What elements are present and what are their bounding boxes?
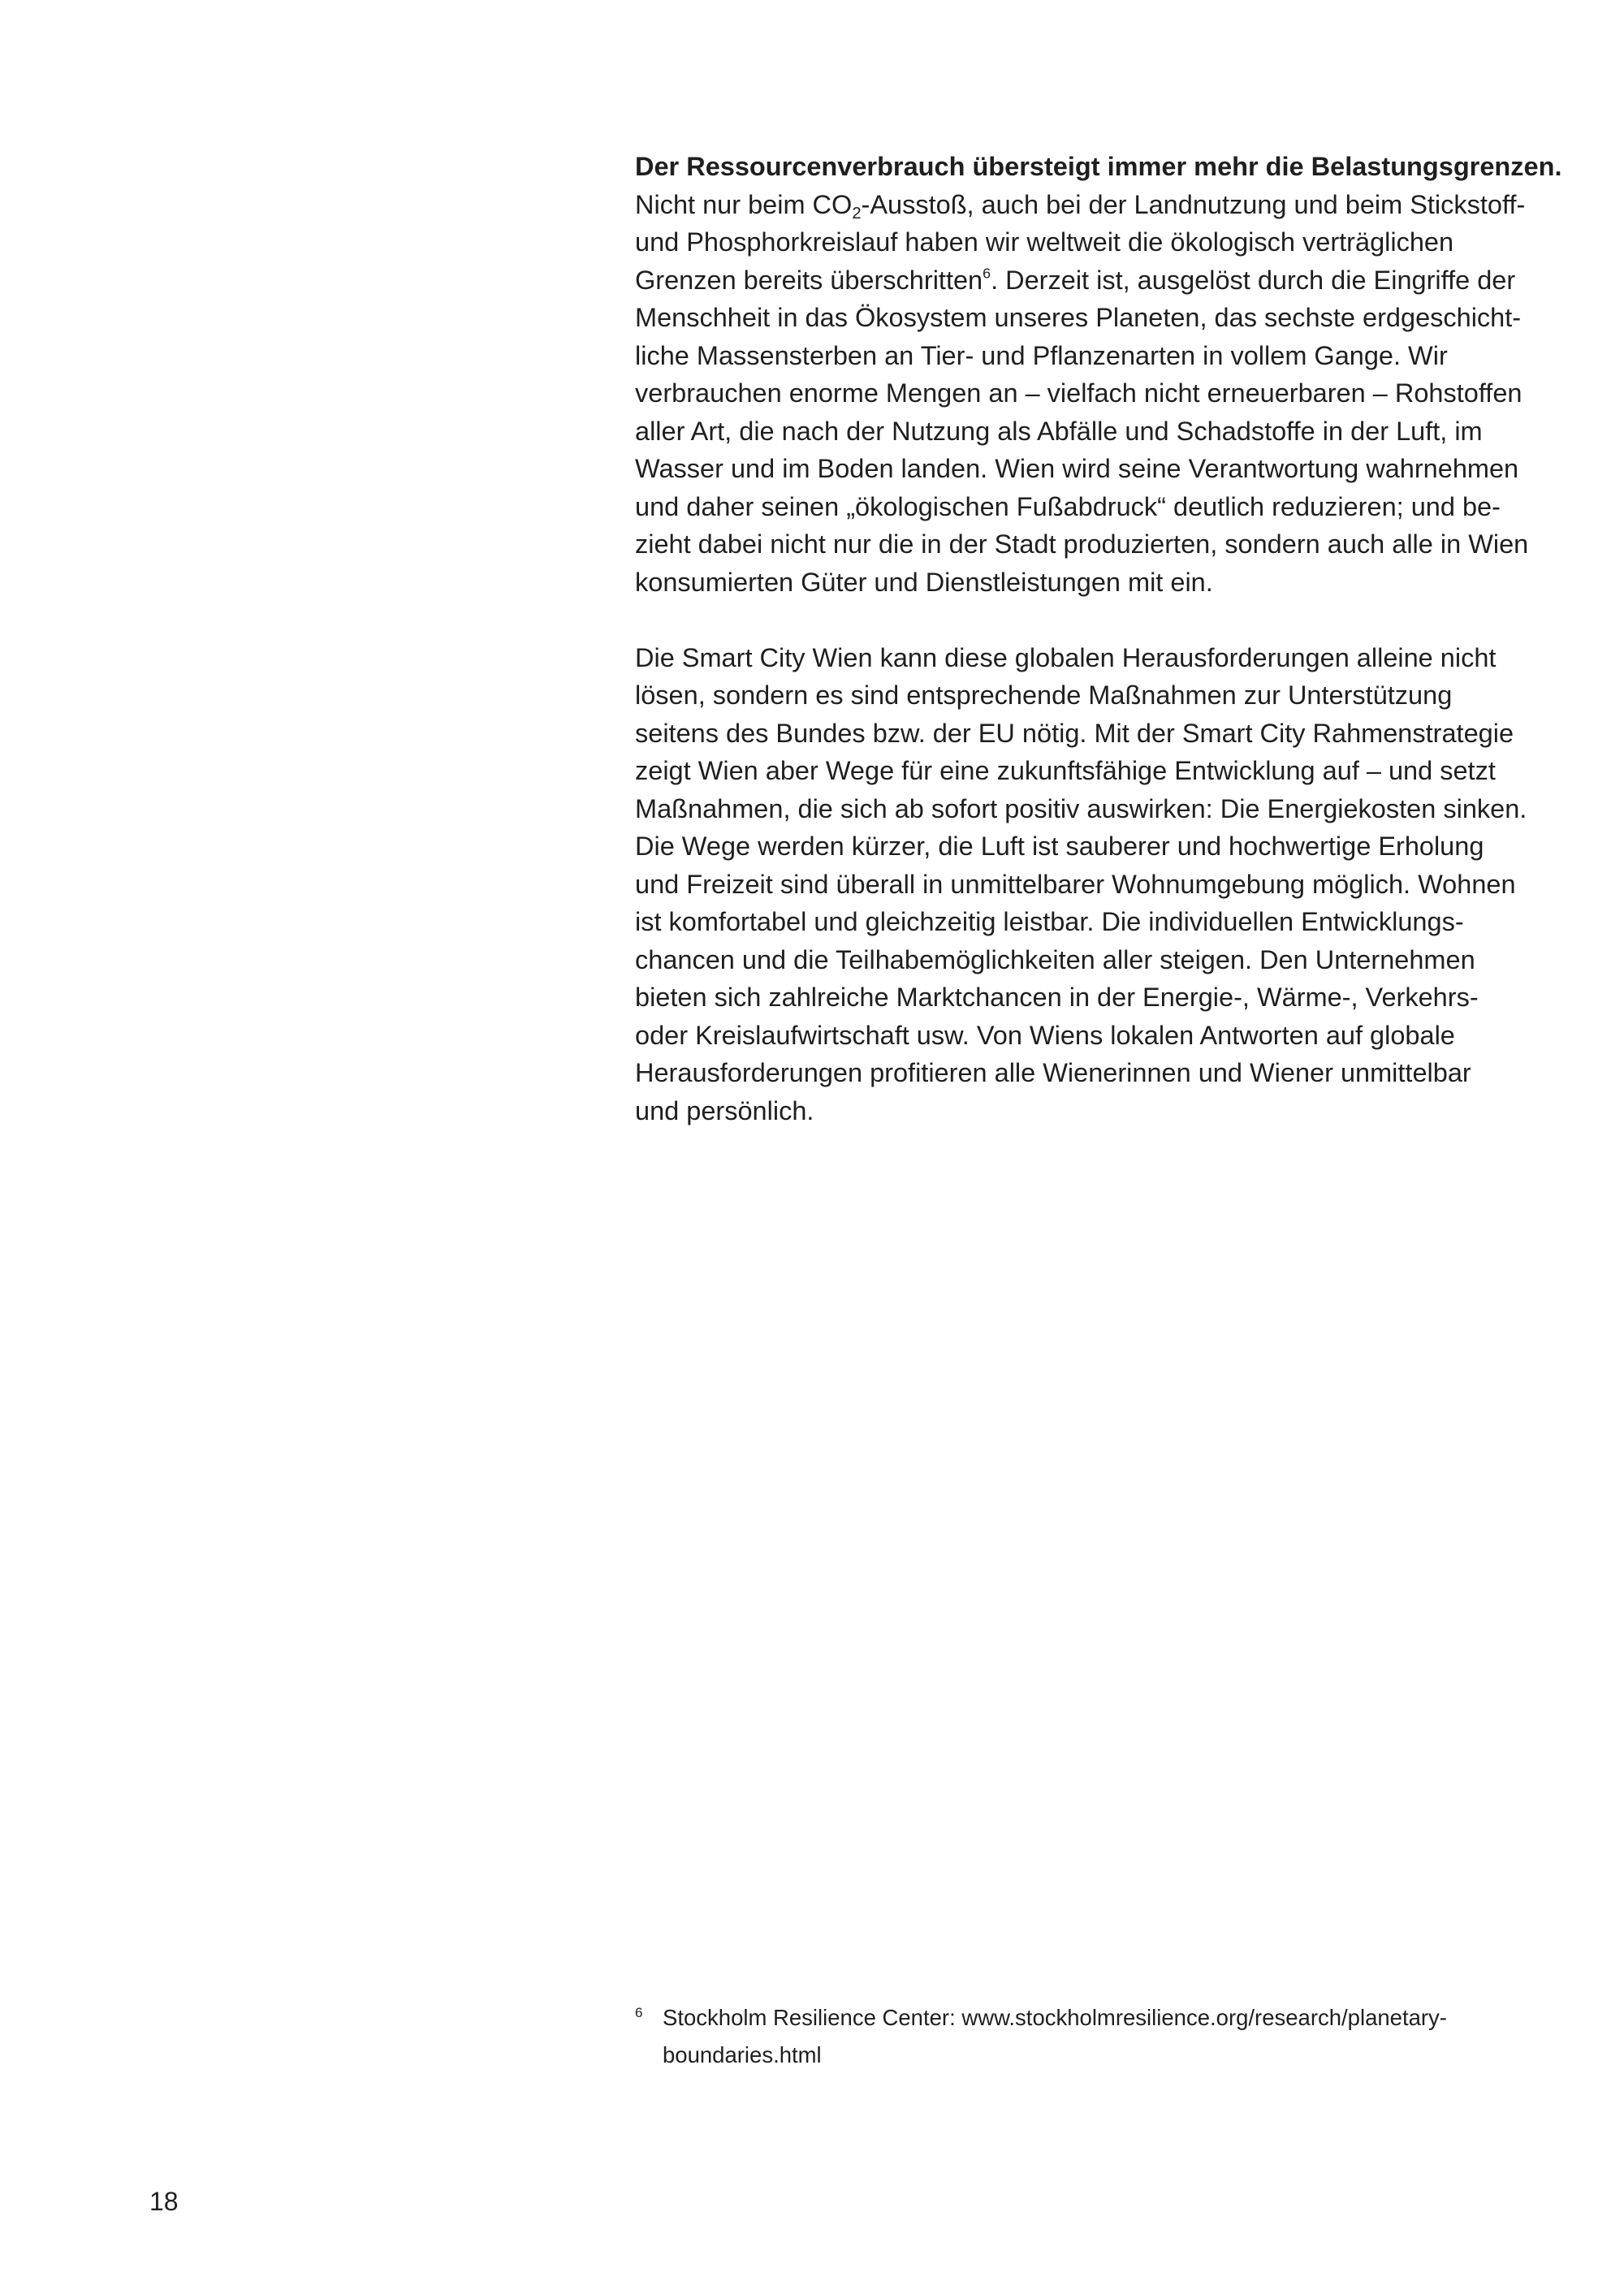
main-text-column: [635, 148, 1569, 1168]
text-line: Grenzen bereits überschritten$^6$. Derzeit ist, ausgelöst durch die Eingriffe der: [635, 265, 1516, 295]
text-line: konsumierten Güter und Dienstleistungen mit ein.: [635, 567, 1213, 597]
text-line: bieten sich zahlreiche Marktchancen in der Energie-, Wärme-, Verkehrs-: [635, 983, 1479, 1012]
paragraph-resource-consumption: [635, 148, 1569, 601]
text-line: oder Kreislaufwirtschaft usw. Von Wiens lokalen Antworten auf globale: [635, 1020, 1455, 1050]
text-line: Nicht nur beim $CO_2$-Ausstoß, auch bei der Landnutzung und beim Stickstoff-: [635, 189, 1526, 222]
text-line: ist komfortabel und gleichzeitig leistbar. Die individuellen Entwicklungs-: [635, 907, 1464, 936]
text-line: und daher seinen „ökologischen Fußabdruck“ deutlich reduzieren; und be-: [635, 491, 1501, 521]
text-line: Maßnahmen, die sich ab sofort positiv auswirken: Die Energiekosten sinken.: [635, 793, 1527, 823]
co2-subscript: 2: [852, 204, 862, 222]
footnote-text: [663, 1999, 1569, 2074]
text-line: Die Wege werden kürzer, die Luft ist sauberer und hochwertige Erholung: [635, 832, 1484, 861]
text-line: zeigt Wien aber Wege für eine zukunftsfähige Entwicklung auf – und setzt: [635, 756, 1496, 785]
page-number: 18: [149, 2187, 179, 2216]
text-line: aller Art, die nach der Nutzung als Abfälle und Schadstoffe in der Luft, im: [635, 416, 1483, 446]
footnote-reference[interactable]: 6: [983, 265, 991, 282]
text-line: und Freizeit sind überall in unmittelbarer Wohnumgebung möglich. Wohnen: [635, 869, 1516, 899]
paragraph-smart-city: [635, 639, 1569, 1130]
footnote: [635, 1999, 1569, 2074]
text-line: und Phosphorkreislauf haben wir weltweit die ökologisch verträglichen: [635, 227, 1454, 257]
text-line: Herausforderungen profitieren alle Wienerinnen und Wiener unmittelbar: [635, 1058, 1471, 1087]
text-line: verbrauchen enorme Mengen an – vielfach nicht erneuerbaren – Rohstoffen: [635, 378, 1522, 408]
text-line: Die Smart City Wien kann diese globalen Herausforderungen alleine nicht: [635, 642, 1497, 672]
footnote-marker: 6: [635, 2005, 643, 2020]
footnote-line[interactable]: boundaries.html: [663, 2042, 822, 2067]
text-line: Menschheit in das Ökosystem unseres Planeten, das sechste erdgeschicht-: [635, 303, 1522, 332]
text-line: liche Massensterben an Tier- und Pflanzenarten in vollem Gange. Wir: [635, 340, 1448, 370]
text-line: zieht dabei nicht nur die in der Stadt produzierten, sondern auch alle in Wien: [635, 529, 1529, 559]
text-line: Wasser und im Boden landen. Wien wird seine Verantwortung wahrnehmen: [635, 454, 1519, 483]
text-line: seitens des Bundes bzw. der EU nötig. Mit der Smart City Rahmenstrategie: [635, 718, 1514, 748]
text-line: lösen, sondern es sind entsprechende Maßnahmen zur Unterstützung: [635, 680, 1453, 710]
footnote-line[interactable]: Stockholm Resilience Center: www.stockholmresilience.org/research/planetary-: [663, 2005, 1447, 2030]
paragraph-lead-sentence: Der Ressourcenverbrauch übersteigt immer mehr die Belastungsgrenzen.: [635, 152, 1562, 181]
text-line: und persönlich.: [635, 1095, 814, 1125]
text-line: chancen und die Teilhabemöglichkeiten aller steigen. Den Unternehmen: [635, 944, 1475, 974]
